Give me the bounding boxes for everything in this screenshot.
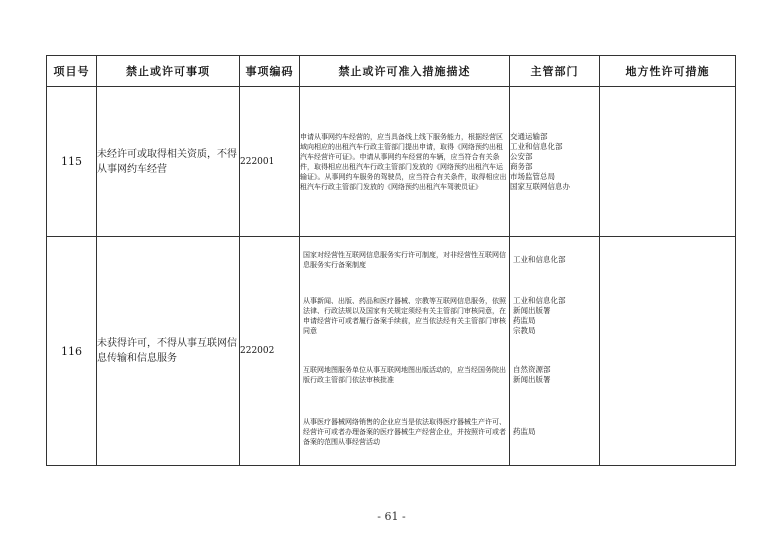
row-item: 未获得许可，不得从事互联网信息传输和信息服务: [97, 237, 240, 466]
row-number: 115: [47, 87, 97, 237]
dept-name: 新闻出版署: [513, 375, 551, 384]
header-dept: 主管部门: [510, 56, 600, 87]
row-local-measures: [600, 237, 736, 466]
desc-segment: 互联网地图服务单位从事互联网地图出版活动的，应当经国务院出版行政主管部门依法审核批准: [303, 366, 506, 384]
row-departments: [510, 87, 600, 237]
dept-name: 交通运输部: [510, 131, 548, 141]
dept-name: 药监局: [513, 316, 536, 325]
row-code: 222002: [240, 237, 300, 466]
row-description: [300, 237, 510, 466]
dept-name: 工业和信息化部: [510, 141, 563, 151]
dept-name: 工业和信息化部: [513, 296, 566, 305]
dept-name: 国家互联网信息办: [510, 181, 570, 191]
dept-name: 宗教局: [513, 326, 536, 335]
table-row: [47, 237, 736, 466]
dept-name: 公安部: [510, 151, 533, 161]
desc-segment: 国家对经营性互联网信息服务实行许可制度，对非经营性互联网信息服务实行备案制度: [303, 251, 506, 269]
row-local-measures: [600, 87, 736, 237]
desc-segment: 从事新闻、出版、药品和医疗器械、宗教等互联网信息服务，依照法律、行政法规以及国家有关规定须经有关主管部门审核同意，在申请经营许可或者履行备案手续前，应当依法经有关主管部门审核同意: [303, 297, 506, 335]
header-local: 地方性许可措施: [600, 56, 736, 87]
row-departments: [510, 237, 600, 466]
dept-name: 药监局: [513, 427, 536, 436]
header-item: 禁止或许可事项: [97, 56, 240, 87]
dept-name: 自然资源部: [513, 365, 551, 374]
row-code: 222001: [240, 87, 300, 237]
dept-name: 市场监管总局: [510, 171, 555, 181]
dept-name: 工业和信息化部: [513, 255, 566, 264]
desc-segment: 从事医疗器械网络销售的企业应当是依法取得医疗器械生产许可、经营许可或者办理备案的医疗器械生产经营企业，并按照许可或者备案的范围从事经营活动: [303, 418, 506, 446]
row-number: 116: [47, 237, 97, 466]
page-number: - 61 -: [377, 510, 406, 523]
row-item: 未经许可或取得相关资质，不得从事网约车经营: [97, 87, 240, 237]
header-desc: 禁止或许可准入措施描述: [300, 56, 510, 87]
dept-name: 商务部: [510, 161, 533, 171]
permit-table: [46, 55, 736, 466]
dept-name: 新闻出版署: [513, 306, 551, 315]
header-row: [47, 56, 736, 87]
row-description: 申请从事网约车经营的，应当具备线上线下服务能力，根据经营区域向相应的出租汽车行政主管部门提出申请，取得《网络预约出租汽车经营许可证》。申请从事网约车经营的车辆，应当符合有关条件，取得相应出租汽车行政主管部门发放的《网络预约出租汽车运输证》。从事网约车服务的驾驶员，应当符合有关条件，取得相应出租汽车行政主管部门发放的《网络预约出租汽车驾驶员证》: [300, 87, 510, 237]
table-row: [47, 87, 736, 237]
header-code: 事项编码: [240, 56, 300, 87]
header-no: 项目号: [47, 56, 97, 87]
